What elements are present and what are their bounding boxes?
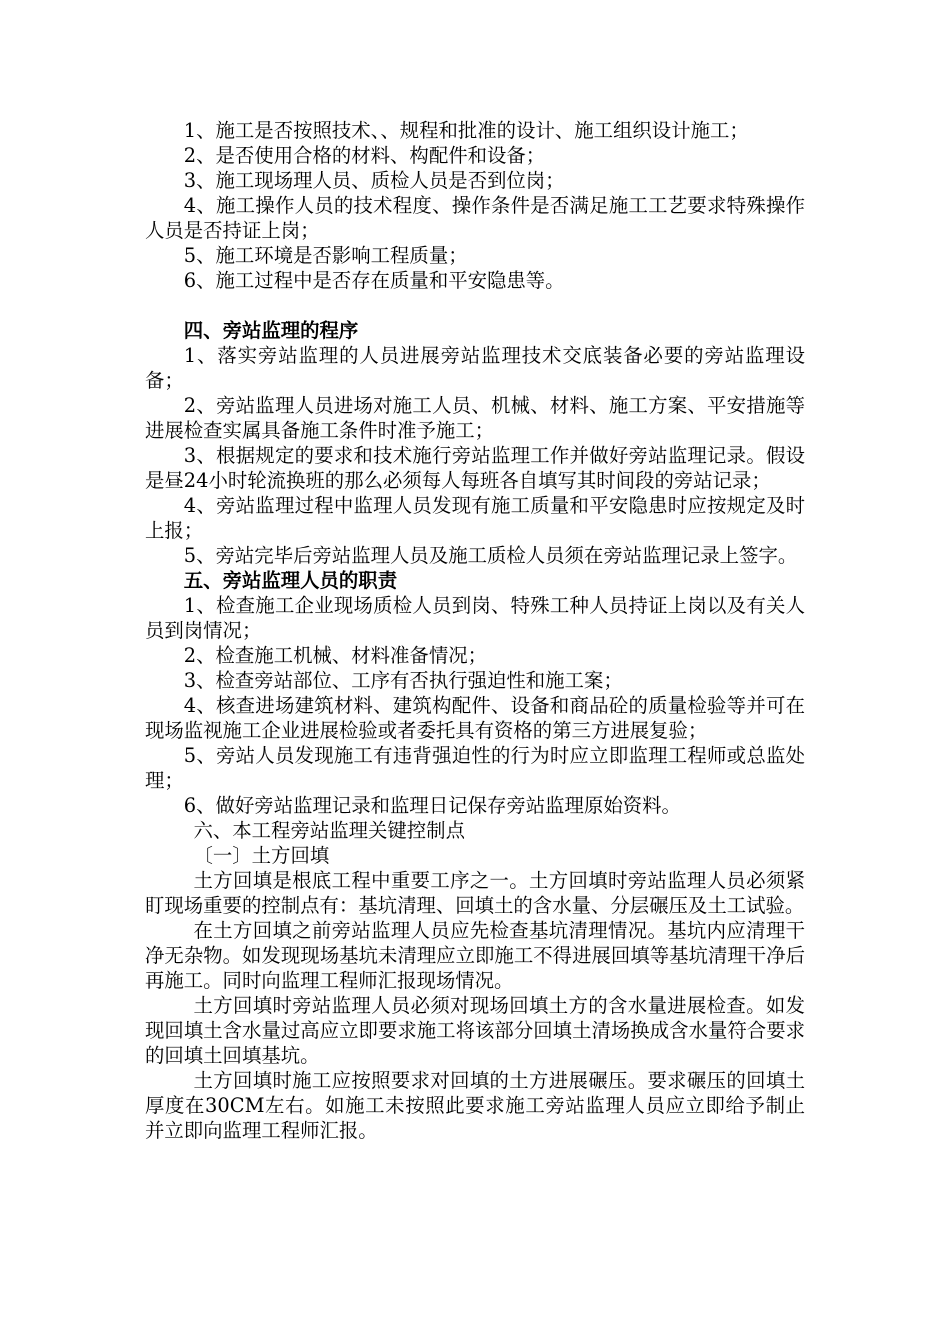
procedure-item-5: 5、旁站完毕后旁站监理人员及施工质检人员须在旁站监理记录上签字。 (183, 544, 798, 567)
duty-item-2: 2、检查施工机械、材料准备情况； (183, 644, 487, 667)
duty-item-1: 1、检查施工企业现场质检人员到岗、特殊工种人员持证上岗以及有关人员到岗情况； (145, 594, 805, 642)
body-paragraph-4: 土方回填时施工应按照要求对回填的土方进展碾压。要求碾压的回填土厚度在30CM左右。如施工未按照此要求施工旁站监理人员应立即给予制止并立即向监理工程师汇报。 (145, 1069, 805, 1142)
procedure-item-3: 3、根据规定的要求和技术施行旁站监理工作并做好旁站监理记录。假设是昼24小时轮流换班的那么必须每人每班各自填写其时间段的旁站记录； (145, 444, 805, 492)
section-5-heading: 五、旁站监理人员的职责 (183, 569, 398, 592)
subsection-heading: 〔一〕土方回填 (193, 844, 330, 867)
section-6-heading: 六、本工程旁站监理关键控制点 (193, 819, 465, 842)
inspection-item-4: 4、施工操作人员的技术程度、操作条件是否满足施工工艺要求特殊操作人员是否持证上岗； (145, 194, 805, 242)
inspection-item-2: 2、是否使用合格的材料、构配件和设备； (183, 144, 546, 167)
inspection-item-5: 5、施工环境是否影响工程质量； (183, 244, 468, 267)
duty-item-5: 5、旁站人员发现施工有违背强迫性的行为时应立即监理工程师或总监处理； (145, 744, 805, 792)
body-paragraph-3: 土方回填时旁站监理人员必须对现场回填土方的含水量进展检查。如发现回填土含水量过高应立即要求施工将该部分回填土清场换成含水量符合要求的回填土回填基坑。 (145, 994, 805, 1067)
body-paragraph-1: 土方回填是根底工程中重要工序之一。土方回填时旁站监理人员必须紧盯现场重要的控制点有：基坑清理、回填土的含水量、分层碾压及土工试验。 (145, 869, 805, 917)
duty-item-3: 3、检查旁站部位、工序有否执行强迫性和施工案； (183, 669, 623, 692)
procedure-item-2: 2、旁站监理人员进场对施工人员、机械、材料、施工方案、平安措施等进展检查实属具备施工条件时准予施工； (145, 394, 805, 442)
duty-item-6: 6、做好旁站监理记录和监理日记保存旁站监理原始资料。 (183, 794, 681, 817)
body-paragraph-2: 在土方回填之前旁站监理人员应先检查基坑清理情况。基坑内应清理干净无杂物。如发现现场基坑未清理应立即施工不得进展回填等基坑清理干净后再施工。同时向监理工程师汇报现场情况。 (145, 919, 805, 992)
duty-item-4: 4、核查进场建筑材料、建筑构配件、设备和商品砼的质量检验等并可在现场监视施工企业进展检验或者委托具有资格的第三方进展复验； (145, 694, 805, 742)
inspection-item-3: 3、施工现场理人员、质检人员是否到位岗； (183, 169, 565, 192)
procedure-item-4: 4、旁站监理过程中监理人员发现有施工质量和平安隐患时应按规定及时上报； (145, 494, 805, 542)
procedure-item-1: 1、落实旁站监理的人员进展旁站监理技术交底装备必要的旁站监理设备； (145, 344, 805, 392)
spacer (145, 293, 805, 318)
document-page (145, 118, 805, 1143)
section-4-heading: 四、旁站监理的程序 (183, 319, 359, 342)
inspection-item-6: 6、施工过程中是否存在质量和平安隐患等。 (183, 269, 565, 292)
inspection-item-1: 1、施工是否按照技术、、规程和批准的设计、施工组织设计施工； (183, 119, 749, 142)
